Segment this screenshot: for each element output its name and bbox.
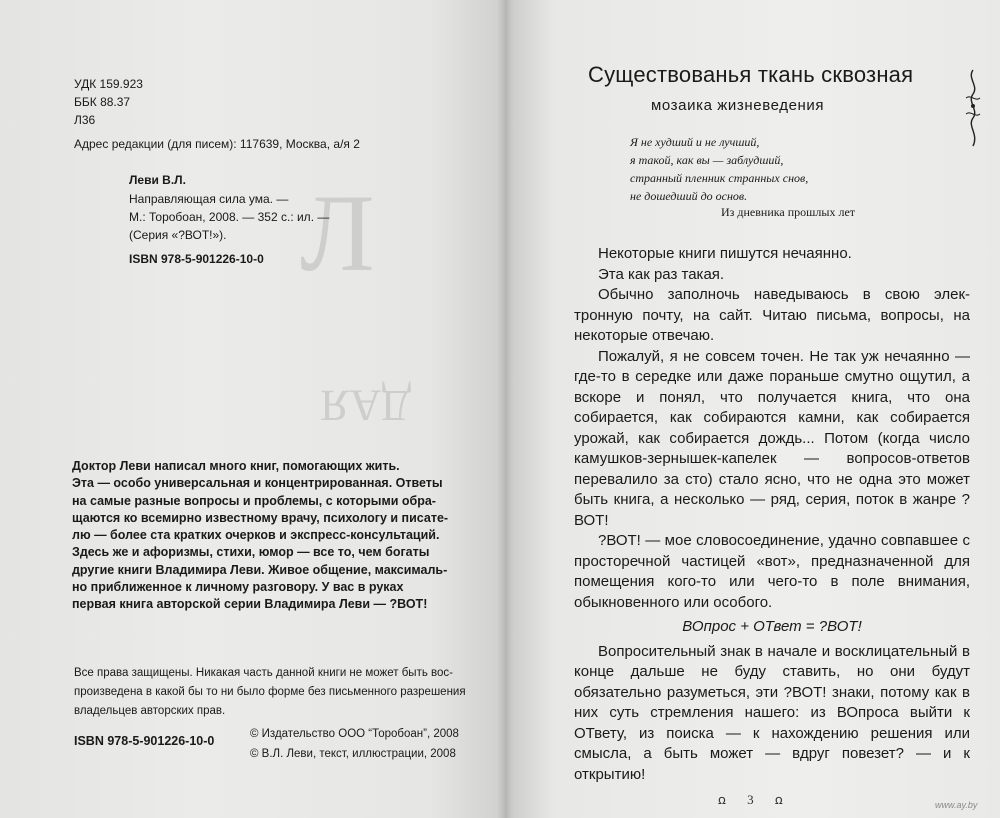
formula: ВОпрос + ОТвет = ?ВОТ! bbox=[682, 618, 862, 635]
chapter-title: Существованья ткань сквозная bbox=[588, 62, 914, 87]
paragraph: Вопросительный знак в начале и восклицательный в конце дальше не буду ставить, но они будут обязательно разуметься, эти ?ВОТ! знаки, потому как в них суть стремления нашего: из ВОпроса выйти к ОТвету, из поиска — к нахождению решения или смысла, а быть может — вдруг повезет? — и к открытию! bbox=[574, 642, 970, 783]
copyright-publisher: © Издательство ООО “Торобоан”, 2008 bbox=[250, 728, 459, 740]
watermark: www.ay.by bbox=[935, 800, 978, 810]
paragraph: Некоторые книги пишутся нечаянно. bbox=[598, 245, 852, 262]
annotation-line: Эта — особо универсальная и концентрированная. Ответы bbox=[72, 476, 443, 491]
annotation-line: но приближенное к личному разговору. У вас в руках bbox=[72, 580, 404, 595]
epigraph-line: Я не худший и не лучший, bbox=[630, 135, 760, 149]
annotation-line: Доктор Леви написал много книг, помогающих жить. bbox=[72, 459, 400, 473]
paragraph: ?ВОТ! — мое словосоединение, удачно совпавшее с просторечной частицей «вот», предназначенной для помещения кого-то или чего-то в поле внимания, обыкновенного или особого. bbox=[574, 532, 970, 611]
author-mark: Л36 bbox=[74, 113, 96, 127]
annotation bbox=[72, 458, 464, 614]
annotation-line: первая книга авторской серии Владимира Леви — ?ВОТ! bbox=[72, 597, 428, 612]
page-footer bbox=[718, 790, 783, 808]
epigraph-line: не дошедший до основ. bbox=[630, 189, 748, 203]
paragraph: Эта как раз такая. bbox=[598, 265, 725, 283]
ornament-left-icon: ꭥ bbox=[718, 792, 726, 807]
editorial-address: Адрес редакции (для писем): 117639, Москва, а/я 2 bbox=[74, 137, 360, 151]
bleed-through-title: Л bbox=[300, 172, 379, 294]
bbk-code: ББК 88.37 bbox=[74, 95, 131, 109]
biblio-line-3: (Серия «?ВОТ!»). bbox=[129, 228, 227, 242]
isbn: ISBN 978-5-901226-10-0 bbox=[129, 252, 264, 266]
annotation-line: лю — более ста кратких очерков и экспресс-консультаций. bbox=[72, 528, 440, 543]
annotation-line: другие книги Владимира Леви. Живое общение, максималь- bbox=[72, 562, 448, 577]
rights-line-1: Все права защищены. Никакая часть данной книги не может быть вос- bbox=[74, 667, 453, 679]
ornament-right-icon: ꭥ bbox=[774, 792, 783, 807]
paragraph: Обычно заполночь наведываюсь в свою электронную почту, на сайт. Читаю письма, вопросы, на некоторые отвечаю. bbox=[574, 286, 970, 344]
chapter-subtitle: мозаика жизневедения bbox=[651, 97, 825, 114]
epigraph-line: странный пленник странных снов, bbox=[630, 171, 809, 185]
annotation-line: на самые разные вопросы и проблемы, с которыми обра- bbox=[72, 493, 436, 508]
rights-line-2: произведена в какой бы то ни было форме без письменного разрешения bbox=[74, 686, 466, 698]
body-text bbox=[574, 244, 970, 785]
epigraph-source: Из дневника прошлых лет bbox=[721, 205, 856, 219]
book-gutter bbox=[497, 0, 513, 818]
paragraph: Пожалуй, я не совсем точен. Не так уж нечаянно — где-то в середке или даже пораньше смутно ощутил, а вскоре и понял, что получается книга, что она собирается, как собираются камни, как собирается урожай, как собирается дождь... Потом (когда число камушков-зернышек-капелек — вопросов-ответов перевалило за сто) стало ясно, что не одна это может быть книга, а несколько — ряд, серия, поток в жанре ?ВОТ! bbox=[574, 347, 970, 529]
epigraph bbox=[630, 133, 808, 205]
page-number: 3 bbox=[747, 792, 754, 807]
annotation-line: щаются ко всемирно известному врачу, психологу и писате- bbox=[72, 510, 449, 525]
udk-code: УДК 159.923 bbox=[74, 77, 143, 91]
biblio-line-2: М.: Торобоан, 2008. — 352 с.: ил. — bbox=[129, 210, 330, 224]
isbn-bottom: ISBN 978-5-901226-10-0 bbox=[74, 734, 215, 748]
epigraph-line: я такой, как вы — заблудший, bbox=[630, 153, 784, 167]
annotation-line: Здесь же и афоризмы, стихи, юмор — все то, чем богаты bbox=[72, 545, 430, 560]
biblio-line-1: Направляющая сила ума. — bbox=[129, 192, 289, 206]
bleed-through-ornament: ДАЯ bbox=[320, 381, 412, 430]
copyright-author: © В.Л. Леви, текст, иллюстрации, 2008 bbox=[250, 748, 456, 760]
rights-line-3: владельцев авторских прав. bbox=[74, 705, 226, 717]
flourish-ornament-icon bbox=[963, 68, 983, 148]
author-name: Леви В.Л. bbox=[129, 173, 186, 187]
